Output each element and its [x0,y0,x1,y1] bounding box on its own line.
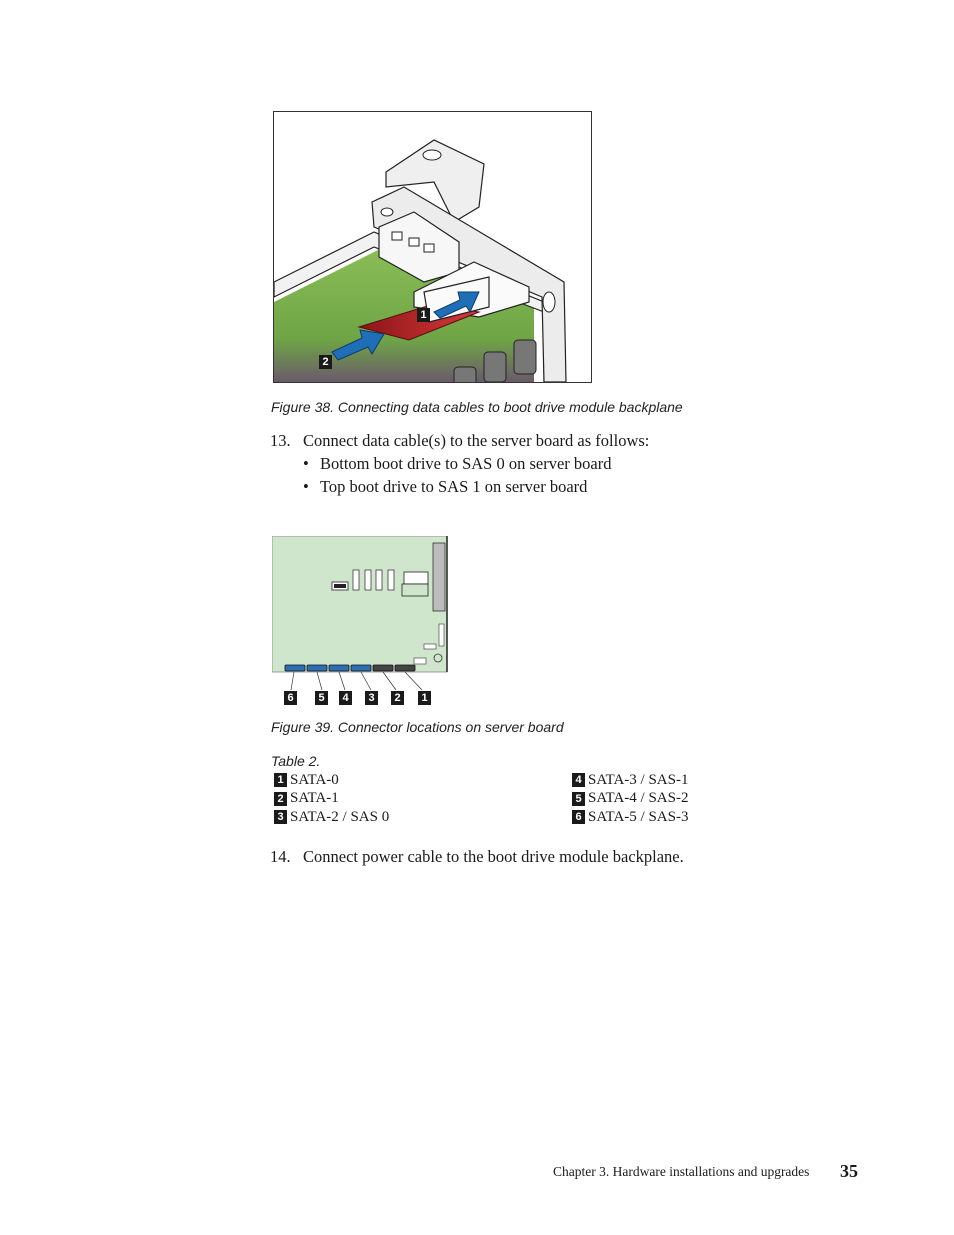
figure-39-callout-4: 4 [339,691,352,705]
footer-chapter: Chapter 3. Hardware installations and upgrades [553,1164,810,1179]
table-cell-label: SATA-1 [290,790,339,807]
figure-38-image [273,111,592,383]
step-13-bullet-2: Top boot drive to SAS 1 on server board [320,477,588,496]
table-callout: 2 [274,792,287,806]
figure-39-callout-5: 5 [315,691,328,705]
step-13-bullet-1: Bottom boot drive to SAS 0 on server board [320,454,612,473]
figure-39-callout-1: 1 [418,691,431,705]
table-2-right-column [572,771,688,827]
table-row [274,771,389,790]
table-row [572,771,688,790]
server-board-illustration [272,536,449,674]
step-14-number: 14. [270,847,291,866]
table-cell-label: SATA-3 / SAS-1 [588,771,689,788]
table-callout: 6 [572,810,585,824]
table-callout: 5 [572,792,585,806]
table-callout: 4 [572,773,585,787]
table-callout: 3 [274,810,287,824]
table-cell-label: SATA-4 / SAS-2 [588,790,689,807]
figure-38-callout-1: 1 [417,308,430,322]
figure-39-callout-6: 6 [284,691,297,705]
step-13-text: Connect data cable(s) to the server board as follows: [303,431,650,450]
figure-39-callout-2: 2 [391,691,404,705]
table-cell-label: SATA-0 [290,771,339,788]
figure-39-callout-3: 3 [365,691,378,705]
backplane-illustration [274,112,591,382]
step-13-bullet-marker-2: • [303,477,309,496]
figure-38-caption: Figure 38. Connecting data cables to boot drive module backplane [271,399,683,415]
figure-39-caption: Figure 39. Connector locations on server board [271,719,564,735]
figure-39-image [272,536,449,674]
table-row [572,790,688,809]
table-row [572,808,688,827]
table-cell-label: SATA-5 / SAS-3 [588,808,689,825]
page-number: 35 [840,1161,858,1181]
table-2-title: Table 2. [271,753,321,769]
step-14-text: Connect power cable to the boot drive module backplane. [303,847,684,866]
table-row [274,808,389,827]
table-row [274,790,389,809]
figure-38-callout-2: 2 [319,355,332,369]
table-cell-label: SATA-2 / SAS 0 [290,808,390,825]
step-13-number: 13. [270,431,291,450]
table-2-left-column [274,771,389,827]
step-13-bullet-marker-1: • [303,454,309,473]
table-callout: 1 [274,773,287,787]
